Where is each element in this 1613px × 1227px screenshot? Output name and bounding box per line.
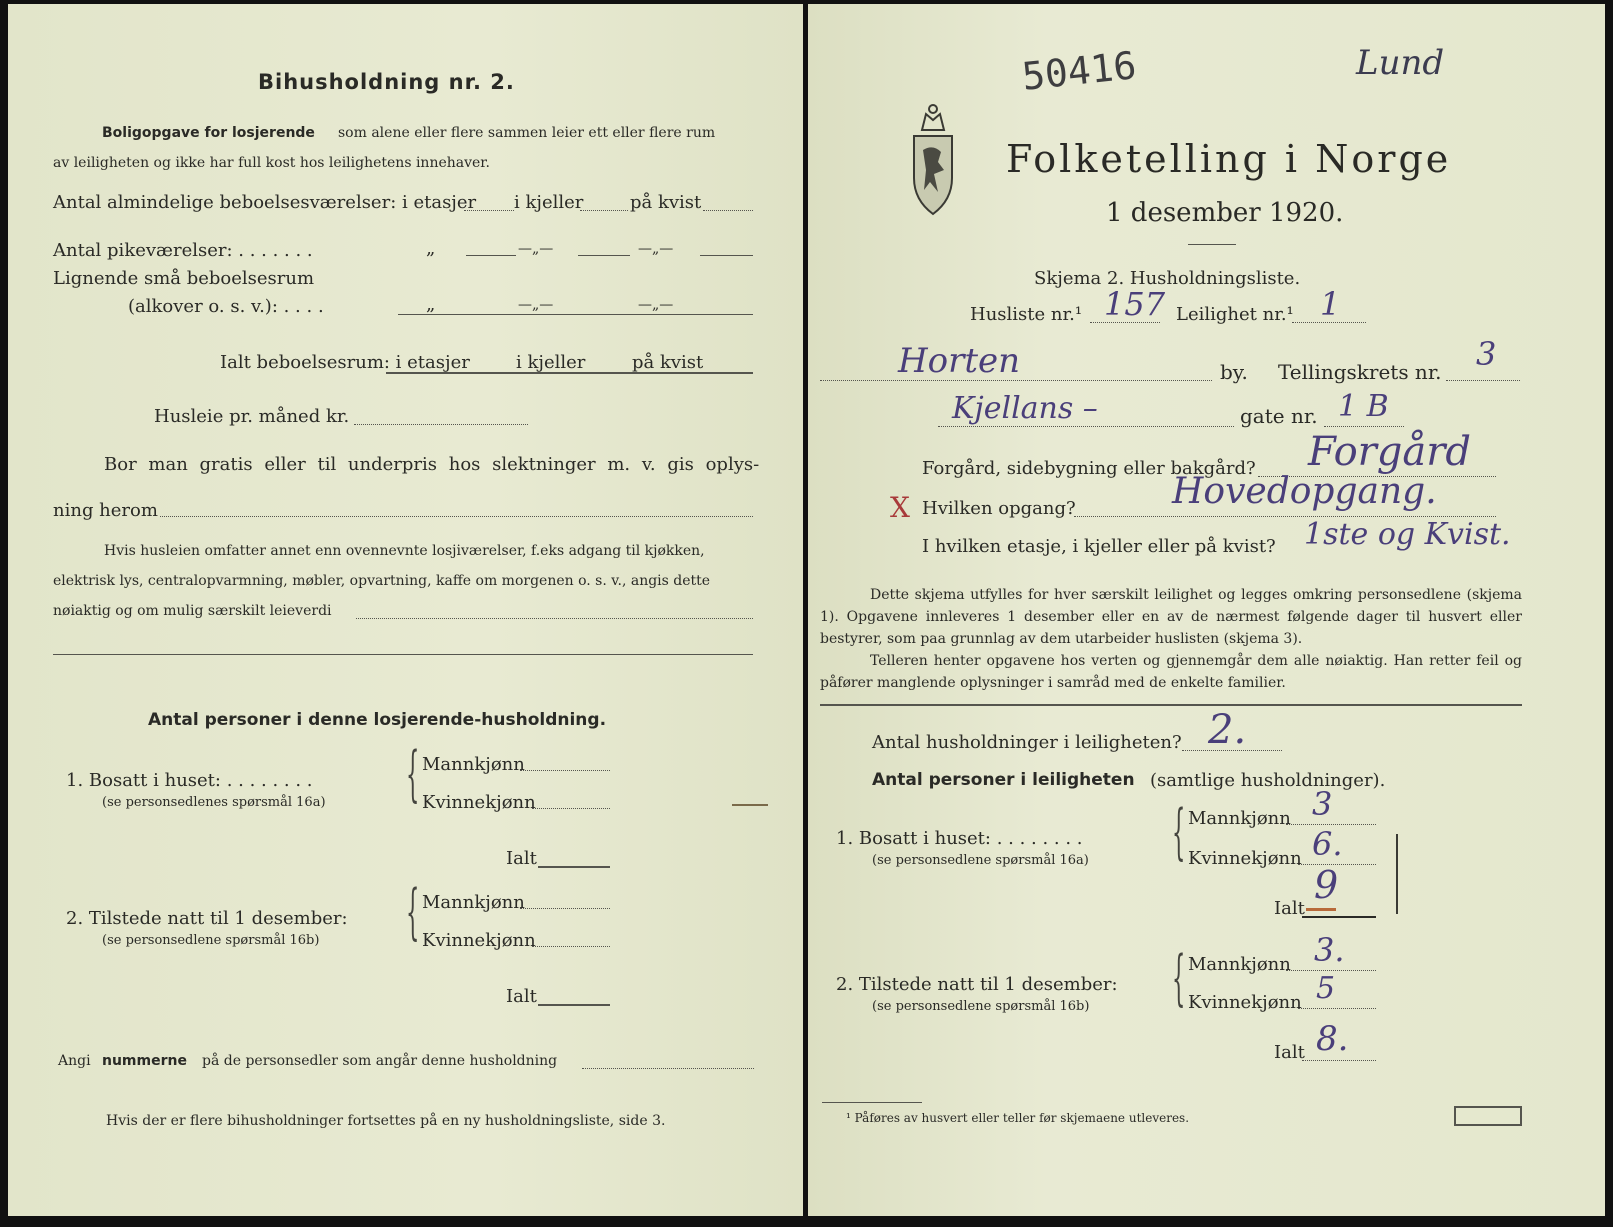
gate-label: gate nr. (1240, 404, 1318, 428)
by-label: by. (1220, 360, 1248, 384)
ialt-kvist-label: på kvist (632, 352, 704, 373)
intro-bold: Boligopgave for losjerende (102, 125, 315, 141)
right-q2-kvinne-value: 5 (1316, 971, 1336, 1006)
ialt-field-line (386, 372, 753, 374)
right-q2-kvinne-label: Kvinnekjønn (1188, 992, 1302, 1013)
instructions-paragraph-1: Dette skjema utfylles for hver særskilt leilighet og legges omkring personsedlene (skjema 1). Opgavene innleveres 1 desember eller en av de nærmest følgende dager til husvert eller bestyrer, som paa grunnlag av dem utarbeider huslisten (skjema 3). (820, 587, 1522, 647)
pike-dash-2: —„— (638, 241, 674, 257)
right-q2-sub: (se personsedlene spørsmål 16b) (872, 999, 1090, 1014)
pike-field-2 (578, 255, 630, 256)
skjema-label: Skjema 2. Husholdningsliste. (1034, 268, 1301, 289)
ning-herom-field (160, 516, 753, 517)
right-q1-ialt-label: Ialt (1274, 898, 1305, 919)
hvis-line-2: elektrisk lys, centralopvarmning, møbler, opvartning, kaffe om morgenen o. s. v., angis dette (53, 573, 711, 589)
right-page (808, 4, 1605, 1216)
printer-mark-icon (1454, 1106, 1522, 1126)
pike-ditto: „ (426, 238, 436, 259)
left-q2-mann-field (520, 908, 610, 909)
left-q1-kvinne-field (532, 808, 610, 809)
rooms-etasjer-field (464, 210, 514, 211)
opgang-red-mark: X (890, 491, 910, 524)
hvis-line-3: nøiaktig og om mulig særskilt leieverdi (53, 603, 332, 619)
etasje-label: I hvilken etasje, i kjeller eller på kvist? (922, 536, 1276, 557)
right-q1-mann-value: 3 (1312, 785, 1333, 823)
right-q1-kvinne-value: 6. (1312, 825, 1343, 863)
husholdninger-value: 2. (1208, 707, 1247, 753)
instructions-paragraph-2: Telleren henter opgavene hos verten og gjennemgår dem alle nøiaktig. Han retter feil og påfører manglende oplysninger i samråd med de enkelte familier. (820, 653, 1522, 691)
right-q1-brace: { (1172, 797, 1186, 867)
footnote: ¹ Påføres av husvert eller teller før skjemaene utleveres. (846, 1111, 1190, 1125)
rooms-kvist-label: på kvist (630, 192, 702, 213)
forgard-value: Forgård (1308, 429, 1471, 475)
left-q1-sub: (se personsedlenes spørsmål 16a) (102, 795, 326, 810)
right-q1-kvinne-label: Kvinnekjønn (1188, 848, 1302, 869)
instructions (820, 584, 1522, 694)
left-q2-kvinne-label: Kvinnekjønn (422, 930, 536, 951)
angi-text-1: Angi (58, 1053, 91, 1069)
left-pencil-mark (732, 804, 768, 806)
left-q2-ialt-field (538, 1004, 610, 1006)
right-persons-rest: (samtlige husholdninger). (1150, 770, 1386, 791)
tellingskrets-field (1446, 380, 1520, 381)
left-persons-heading: Antal personer i denne losjerende-husholdning. (148, 710, 607, 730)
right-q1-label: 1. Bosatt i huset: . . . . . . . . (836, 828, 1083, 849)
lignende-label-1: Lignende små beboelsesrum (53, 268, 315, 289)
by-value: Horten (898, 341, 1021, 381)
leilighet-label: Leilighet nr.¹ (1176, 304, 1294, 325)
bor-man-text: Bor man gratis eller til underpris hos slektninger m. v. gis oplys- (104, 454, 760, 475)
right-q1-sub: (se personsedlene spørsmål 16a) (872, 853, 1089, 868)
left-q1-mann-label: Mannkjønn (422, 754, 525, 775)
right-persons-bold: Antal personer i leiligheten (872, 770, 1135, 790)
leieverdi-field (356, 618, 753, 619)
right-q2-ialt-field (1302, 1060, 1376, 1061)
gate-field (938, 426, 1234, 427)
right-q1-ialt-value: 9 (1314, 863, 1339, 907)
right-q2-kvinne-field (1298, 1008, 1376, 1009)
lignende-dash-2: —„— (638, 297, 674, 313)
right-q1-mann-label: Mannkjønn (1188, 808, 1291, 829)
gate-nr-value: 1 B (1338, 389, 1389, 424)
rooms-kjeller-field (580, 210, 628, 211)
left-q1-brace: { (406, 739, 420, 809)
left-q1-ialt-label: Ialt (506, 848, 537, 869)
ialt-kjeller-label: i kjeller (516, 352, 586, 373)
husliste-label: Husliste nr.¹ (970, 304, 1083, 325)
husleie-field (354, 424, 528, 425)
pike-label: Antal pikeværelser: . . . . . . . (53, 240, 313, 261)
left-q1-kvinne-label: Kvinnekjønn (422, 792, 536, 813)
by-field (820, 380, 1212, 381)
ialt-rooms-label: Ialt beboelsesrum: i etasjer (220, 352, 470, 373)
husliste-value: 157 (1104, 285, 1166, 323)
left-q2-ialt-label: Ialt (506, 986, 537, 1007)
left-q2-mann-label: Mannkjønn (422, 892, 525, 913)
instructions-divider (820, 704, 1522, 706)
lignende-field-line (398, 314, 753, 315)
left-q1-ialt-field (538, 866, 610, 868)
intro-rest-2: av leiligheten og ikke har full kost hos leilighetens innehaver. (53, 155, 490, 171)
left-q2-kvinne-field (532, 946, 610, 947)
ning-herom-label: ning herom (53, 500, 158, 521)
lignende-label-2: (alkover o. s. v.): . . . . (128, 296, 324, 317)
left-page (8, 4, 803, 1216)
right-q2-mann-label: Mannkjønn (1188, 954, 1291, 975)
lignende-dash-1: —„— (518, 297, 554, 313)
tellingskrets-value: 3 (1476, 335, 1497, 373)
main-title: Folketelling i Norge (1006, 137, 1452, 181)
gate-nr-field (1324, 426, 1404, 427)
right-q2-ialt-label: Ialt (1274, 1042, 1305, 1063)
right-q2-mann-value: 3. (1314, 931, 1345, 969)
angi-text-2: på de personsedler som angår denne husholdning (202, 1053, 558, 1069)
coat-of-arms-icon (908, 100, 958, 218)
pike-field-1 (466, 255, 516, 256)
etasje-value: 1ste og Kvist. (1304, 517, 1511, 552)
angi-field (582, 1068, 754, 1069)
archive-number: 50416 (1020, 43, 1139, 99)
right-q2-label: 2. Tilstede natt til 1 desember: (836, 974, 1118, 995)
opgang-value: Hovedopgang. (1172, 471, 1437, 512)
rooms-kjeller-label: i kjeller (514, 192, 584, 213)
handwritten-top: Lund (1356, 43, 1445, 83)
right-q1-red-underline (1306, 908, 1336, 911)
gate-value: Kjellans – (952, 391, 1098, 426)
leilighet-field (1292, 322, 1366, 323)
left-q1-mann-field (520, 770, 610, 771)
left-footer: Hvis der er flere bihusholdninger fortsettes på en ny husholdningsliste, side 3. (106, 1113, 666, 1129)
right-q2-brace: { (1172, 943, 1186, 1013)
left-q2-sub: (se personsedlene spørsmål 16b) (102, 933, 320, 948)
tellingskrets-label: Tellingskrets nr. (1278, 360, 1442, 384)
forgard-label: Forgård, sidebygning eller bakgård? (922, 458, 1256, 479)
footnote-rule (822, 1102, 922, 1103)
rooms-kvist-field (703, 210, 753, 211)
census-date: 1 desember 1920. (1106, 198, 1344, 228)
husholdninger-label: Antal husholdninger i leiligheten? (872, 732, 1182, 753)
pike-dash-1: —„— (518, 241, 554, 257)
left-q2-label: 2. Tilstede natt til 1 desember: (66, 908, 348, 929)
right-q1-ialt-field (1302, 916, 1376, 918)
title-divider (1188, 244, 1236, 245)
left-q2-brace: { (406, 877, 420, 947)
right-q1-check-mark (1396, 834, 1398, 914)
opgang-label: Hvilken opgang? (922, 498, 1076, 519)
pike-field-3 (700, 255, 753, 256)
left-q1-label: 1. Bosatt i huset: . . . . . . . . (66, 770, 313, 791)
lignende-ditto: „ (426, 294, 436, 315)
husleie-label: Husleie pr. måned kr. (154, 406, 350, 427)
hvis-line-1: Hvis husleien omfatter annet enn ovennevnte losjiværelser, f.eks adgang til kjøkken, (104, 543, 705, 559)
left-title: Bihusholdning nr. 2. (258, 70, 515, 94)
husholdninger-field (1182, 750, 1282, 751)
intro-rest-1: som alene eller flere sammen leier ett eller flere rum (338, 125, 716, 141)
rooms-label: Antal almindelige beboelsesværelser: i etasjer (53, 192, 477, 213)
angi-bold: nummerne (102, 1053, 187, 1069)
leieverdi-extra-line (53, 654, 753, 655)
husliste-field (1090, 322, 1160, 323)
leilighet-value: 1 (1320, 285, 1341, 323)
right-q2-ialt-value: 8. (1316, 1019, 1349, 1059)
